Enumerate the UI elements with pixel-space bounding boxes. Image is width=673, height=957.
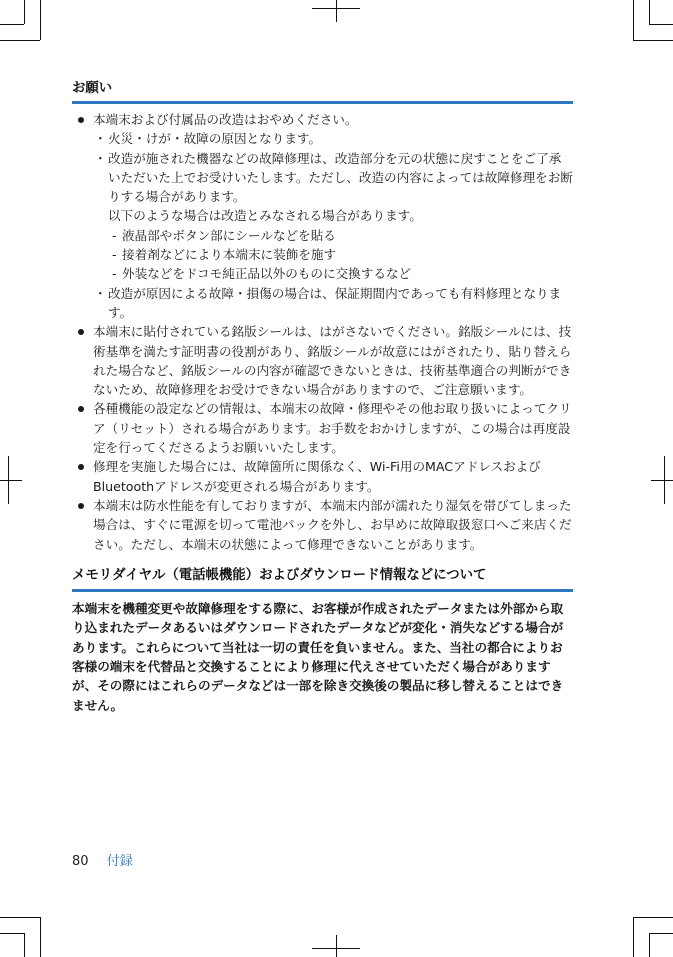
section-rule <box>72 101 573 104</box>
dash-item <box>108 226 573 245</box>
bullet-item-nameplate <box>72 322 573 399</box>
dash-text: 液晶部やボタン部にシールなどを貼る <box>122 227 336 243</box>
bullet-item-waterproof <box>72 496 573 554</box>
bullet-dot-icon <box>78 406 84 412</box>
dash-list <box>108 226 573 284</box>
sub-item <box>93 149 573 284</box>
dash-item <box>108 264 573 283</box>
bullet-dot-icon <box>78 464 84 470</box>
dash-marker: - <box>112 227 117 243</box>
sub-marker: ・ <box>94 150 107 166</box>
sub-item <box>93 284 573 323</box>
section-notice <box>72 78 573 554</box>
section-title: メモリダイヤル（電話帳機能）およびダウンロード情報などについて <box>72 567 487 583</box>
section-body: 本端末を機種変更や故障修理をする際に、お客様が作成されたデータまたは外部から取り込まれたデータあるいはダウンロードされたデータなどが変化・消失などする場合があります。これらについて当社は一切の責任を負いません。また、当社の都合によりお客様の端末を代替品と交換することにより修理に代えさせていただく場合がありますが、その際にはこれらのデータなどは一部を除き交換後の製品に移し替えることはできません。 <box>72 600 564 713</box>
bullet-text: 本端末に貼付されている銘版シールは、はがさないでください。銘版シールには、技術基準を満たす証明書の役割があり、銘版シールが故意にはがされたり、貼り替えられた場合など、銘版シールの内容が確認できないときは、技術基準適合の判断ができないため、故障修理をお受けできない場合がありますので、ご注意願います。 <box>93 324 572 398</box>
dash-marker: - <box>112 266 117 282</box>
bullet-dot-icon <box>78 117 84 123</box>
section-rule <box>72 589 573 592</box>
bullet-text: 各種機能の設定などの情報は、本端末の故障・修理やその他お取り扱いによってクリア（リセット）される場合があります。お手数をおかけしますが、この場合は再度設定を行ってくださるようお願いいたします。 <box>93 401 572 456</box>
bullet-item-modification <box>72 110 573 322</box>
sub-list <box>93 129 573 322</box>
sub-marker: ・ <box>94 131 107 147</box>
sub-text: 改造が施された機器などの故障修理は、改造部分を元の状態に戻すことをご了承いただいた上でお受けいたします。ただし、改造の内容によっては故障修理をお断りする場合があります。 <box>108 150 573 205</box>
bullet-item-settings-reset <box>72 399 573 457</box>
sub-note <box>108 149 573 284</box>
page-footer <box>72 852 133 872</box>
page-content <box>72 78 573 715</box>
bullet-text: 本端末は防水性能を有しておりますが、本端末内部が濡れたり湿気を帯びてしまった場合は、すぐに電源を切って電池パックを外し、お早めに故障取扱窓口へご来店ください。ただし、本端末の状態によって修理できないことがあります。 <box>93 497 572 552</box>
sub-text: 火災・けが・故障の原因となります。 <box>108 131 322 147</box>
bullet-list <box>72 110 573 554</box>
bullet-dot-icon <box>78 503 84 509</box>
dash-item <box>108 245 573 264</box>
sub-intro: 以下のような場合は改造とみなされる場合があります。 <box>108 208 422 224</box>
page-number: 80 <box>72 854 89 869</box>
sub-marker: ・ <box>94 285 107 301</box>
bullet-text: 修理を実施した場合には、故障箇所に関係なく、Wi-Fi用のMACアドレスおよびBluetoothアドレスが変更される場合があります。 <box>93 459 541 494</box>
bullet-item-mac-address <box>72 457 573 496</box>
sub-item <box>93 129 573 148</box>
dash-text: 接着剤などにより本端末に装飾を施す <box>122 247 337 263</box>
sub-text: 改造が原因による故障・損傷の場合は、保証期間内であっても有料修理となります。 <box>108 285 562 320</box>
bullet-dot-icon <box>78 329 84 335</box>
section-memory-dial <box>72 564 573 715</box>
chapter-name: 付録 <box>106 854 133 869</box>
section-title: お願い <box>72 81 113 96</box>
bullet-text: 本端末および付属品の改造はおやめください。 <box>93 112 358 127</box>
dash-marker: - <box>112 247 117 263</box>
dash-text: 外装などをドコモ純正品以外のものに交換するなど <box>122 266 412 282</box>
